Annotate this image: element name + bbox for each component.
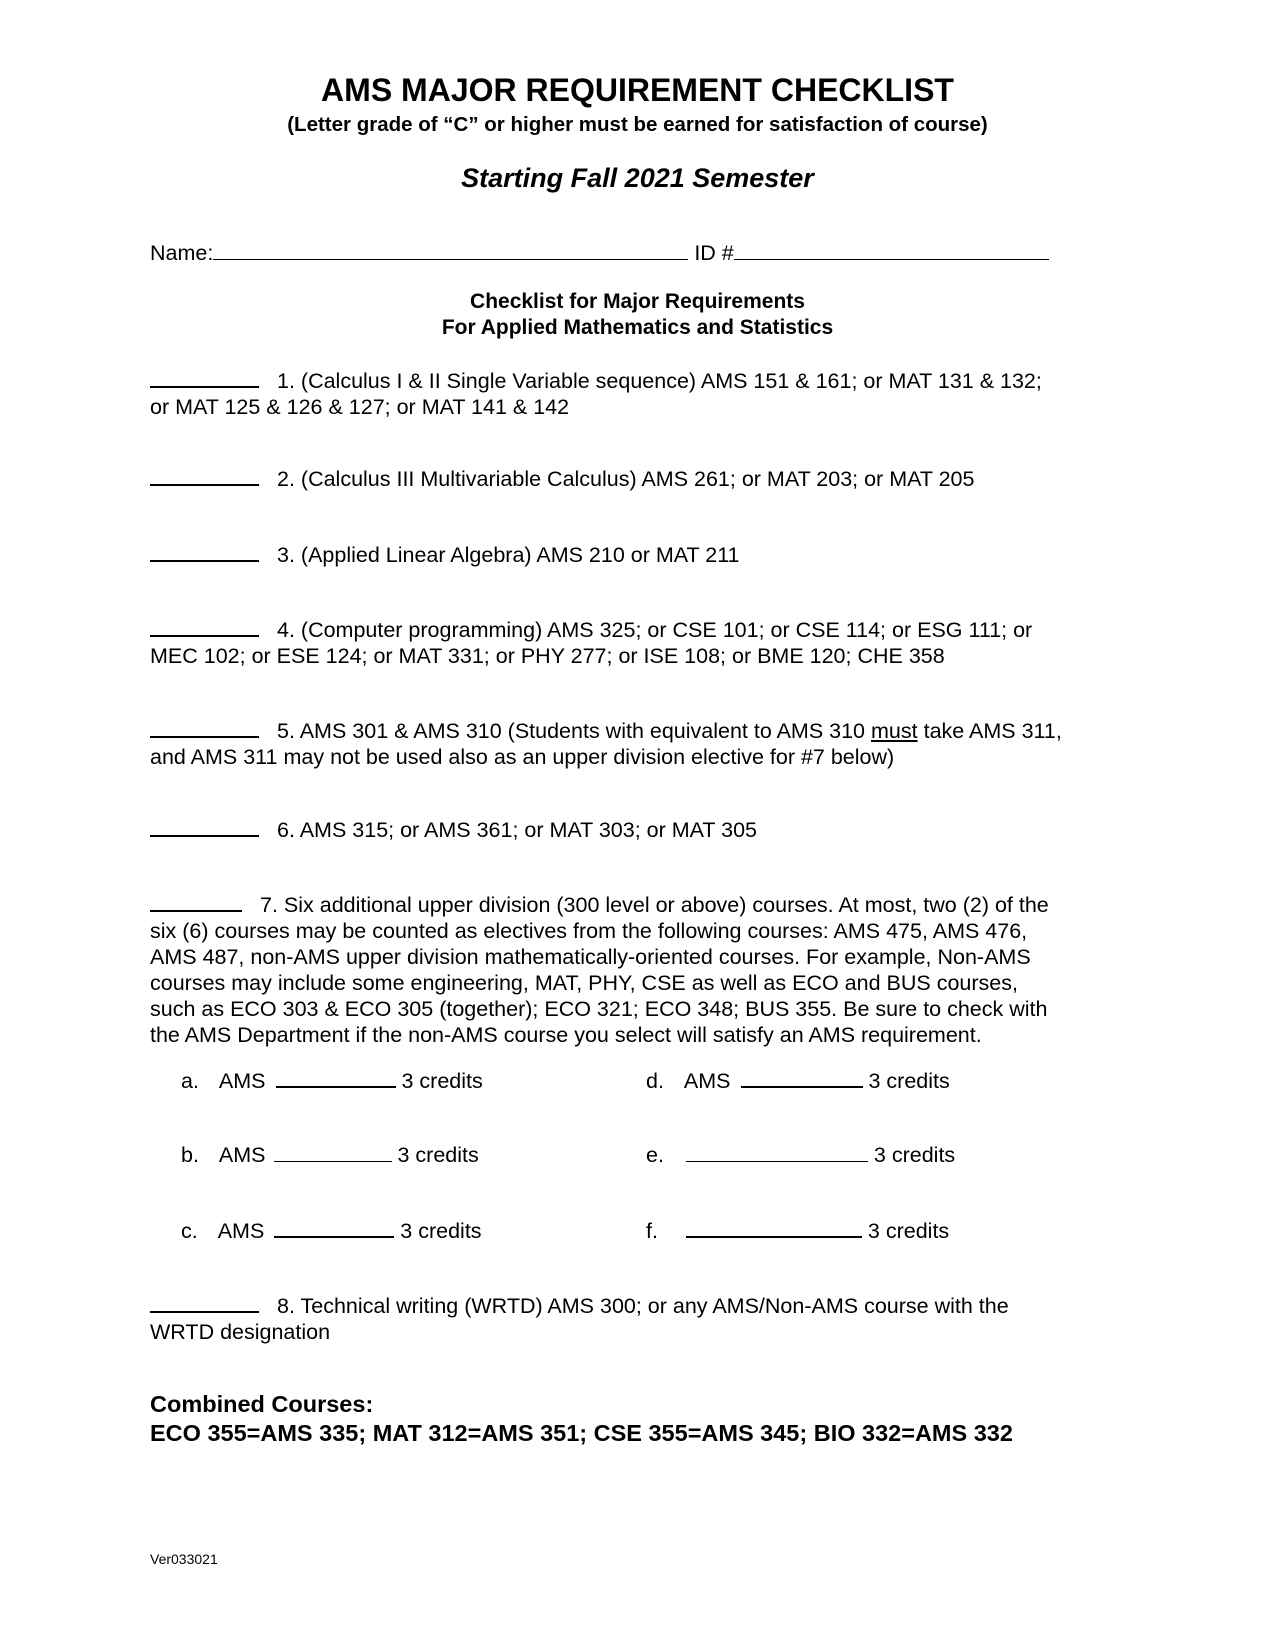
elective-d-prefix: AMS <box>683 1069 731 1093</box>
elective-d <box>646 1066 950 1094</box>
elective-f-field[interactable] <box>686 1216 862 1238</box>
semester-label: Starting Fall 2021 Semester <box>461 163 814 193</box>
requirement-7-text-3: AMS 487, non-AMS upper division mathematically-oriented courses. For example, Non-AMS <box>150 945 1031 969</box>
name-field[interactable] <box>213 241 688 260</box>
elective-c-prefix: AMS <box>217 1219 265 1243</box>
combined-courses-list: ECO 355=AMS 335; MAT 312=AMS 351; CSE 355=AMS 345; BIO 332=AMS 332 <box>150 1420 1013 1446</box>
elective-a-field[interactable] <box>276 1066 396 1088</box>
requirement-7-checkbox-line[interactable] <box>150 890 242 912</box>
requirement-8-text: 8. Technical writing (WRTD) AMS 300; or any AMS/Non-AMS course with the <box>277 1294 1009 1318</box>
page-title: AMS MAJOR REQUIREMENT CHECKLIST <box>321 72 954 108</box>
elective-a-credits: 3 credits <box>401 1069 483 1093</box>
requirement-5-text-cont: and AMS 311 may not be used also as an upper division elective for #7 below) <box>150 745 895 769</box>
requirement-3-checkbox-line[interactable] <box>150 540 259 562</box>
elective-d-field[interactable] <box>741 1066 863 1088</box>
requirement-7-text-4: courses may include some engineering, MAT, PHY, CSE as well as ECO and BUS courses, <box>150 971 1018 995</box>
requirement-5 <box>150 716 1130 770</box>
requirement-5-text-b: take AMS 311, <box>923 719 1062 743</box>
elective-e <box>646 1141 955 1168</box>
elective-b-credits: 3 credits <box>397 1143 479 1167</box>
requirement-7-text-6: the AMS Department if the non-AMS course you select will satisfy an AMS requirement. <box>150 1023 982 1047</box>
elective-e-credits: 3 credits <box>873 1143 956 1167</box>
requirement-1-text: 1. (Calculus I & II Single Variable sequence) AMS 151 & 161; or MAT 131 & 132; <box>277 369 1042 393</box>
elective-f-letter: f. <box>646 1219 658 1243</box>
elective-e-field[interactable] <box>686 1141 868 1162</box>
requirement-8-text-cont: WRTD designation <box>150 1320 331 1344</box>
elective-f <box>646 1216 949 1244</box>
requirement-2-checkbox-line[interactable] <box>150 464 259 486</box>
page-subtitle: (Letter grade of “C” or higher must be earned for satisfaction of course) <box>287 113 988 136</box>
requirement-5-checkbox-line[interactable] <box>150 716 259 738</box>
elective-d-credits: 3 credits <box>868 1069 950 1093</box>
name-id-row <box>150 240 1049 266</box>
elective-c <box>181 1216 482 1244</box>
elective-a-prefix: AMS <box>218 1069 266 1093</box>
requirement-1-checkbox-line[interactable] <box>150 366 259 388</box>
requirement-1 <box>150 366 1130 420</box>
requirement-7-text: 7. Six additional upper division (300 level or above) courses. At most, two (2) of the <box>260 893 1049 917</box>
requirement-6-checkbox-line[interactable] <box>150 815 259 837</box>
elective-c-letter: c. <box>181 1219 198 1243</box>
id-label: ID # <box>694 241 734 265</box>
requirement-7-text-2: six (6) courses may be counted as electives from the following courses: AMS 475, AMS 476, <box>150 919 1028 943</box>
requirement-6 <box>150 815 1130 843</box>
elective-f-credits: 3 credits <box>867 1219 950 1243</box>
elective-d-letter: d. <box>646 1069 664 1093</box>
requirement-4-text: 4. (Computer programming) AMS 325; or CSE 101; or CSE 114; or ESG 111; or <box>277 618 1033 642</box>
elective-e-letter: e. <box>646 1143 664 1167</box>
requirement-2-text: 2. (Calculus III Multivariable Calculus) AMS 261; or MAT 203; or MAT 205 <box>277 467 975 491</box>
requirement-4-text-cont: MEC 102; or ESE 124; or MAT 331; or PHY 277; or ISE 108; or BME 120; CHE 358 <box>150 644 945 668</box>
elective-b-field[interactable] <box>274 1141 392 1162</box>
section-heading-2: For Applied Mathematics and Statistics <box>441 316 834 339</box>
elective-c-credits: 3 credits <box>400 1219 482 1243</box>
requirement-5-text: 5. AMS 301 & AMS 310 (Students with equivalent to AMS 310 <box>277 719 866 743</box>
requirement-6-text: 6. AMS 315; or AMS 361; or MAT 303; or MAT 305 <box>277 818 758 842</box>
name-label: Name: <box>150 241 214 265</box>
elective-a <box>181 1066 483 1094</box>
elective-c-field[interactable] <box>274 1216 394 1238</box>
requirement-2 <box>150 464 1130 492</box>
requirement-4 <box>150 615 1130 669</box>
combined-courses-heading: Combined Courses: <box>150 1391 374 1417</box>
requirement-7 <box>150 890 1130 1048</box>
requirement-1-text-cont: or MAT 125 & 126 & 127; or MAT 141 & 142 <box>150 395 570 419</box>
requirement-3-text: 3. (Applied Linear Algebra) AMS 210 or MAT 211 <box>277 543 740 567</box>
section-heading-1: Checklist for Major Requirements <box>470 290 805 313</box>
elective-b-letter: b. <box>181 1143 199 1167</box>
requirement-8 <box>150 1291 1130 1345</box>
version-label: Ver033021 <box>150 1551 218 1567</box>
requirement-4-checkbox-line[interactable] <box>150 615 259 637</box>
requirement-7-text-5: such as ECO 303 & ECO 305 (together); ECO 321; ECO 348; BUS 355. Be sure to check with <box>150 997 1048 1021</box>
requirement-3 <box>150 540 1130 568</box>
id-field[interactable] <box>734 241 1049 260</box>
requirement-8-checkbox-line[interactable] <box>150 1291 259 1313</box>
requirement-5-must: must <box>871 719 918 743</box>
elective-b-prefix: AMS <box>218 1143 266 1167</box>
elective-a-letter: a. <box>181 1069 199 1093</box>
elective-b <box>181 1141 479 1168</box>
